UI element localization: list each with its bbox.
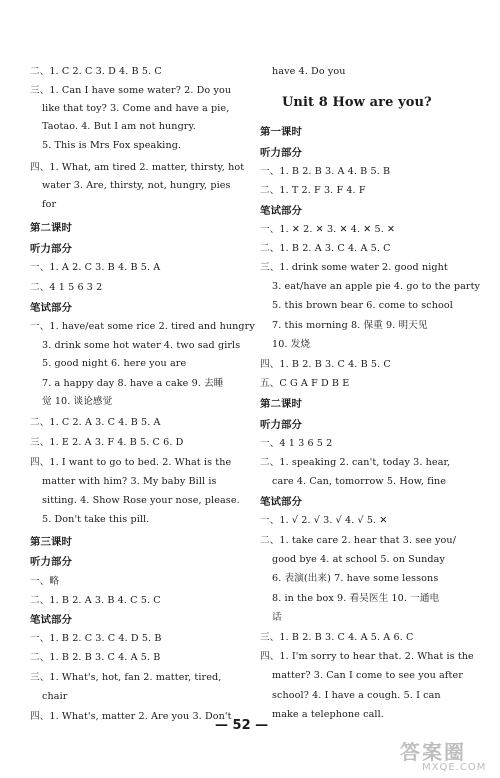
answer-line: 三、1. What's, hot, fan 2. matter, tired, <box>30 672 222 683</box>
section-heading: 听力部分 <box>30 243 72 255</box>
answer-line: like that toy? 3. Come and have a pie, <box>42 103 230 114</box>
section-heading: 笔试部分 <box>260 205 302 217</box>
answer-line: 四、1. What's, matter 2. Are you 3. Don't <box>30 711 232 722</box>
answer-line: 三、1. E 2. A 3. F 4. B 5. C 6. D <box>30 437 184 448</box>
answer-line: 5. This is Mrs Fox speaking. <box>42 140 182 151</box>
answer-line: 四、1. I want to go to bed. 2. What is the <box>30 457 232 468</box>
answer-line: have 4. Do you <box>272 66 346 77</box>
answer-line: 三、1. drink some water 2. good night <box>260 262 448 273</box>
answer-line: 觉 10. 谈论感觉 <box>42 396 113 407</box>
answer-line: 二、1. B 2. A 3. B 4. C 5. C <box>30 595 161 606</box>
answer-line: 三、1. B 2. B 3. C 4. A 5. A 6. C <box>260 632 414 643</box>
answer-line: 四、1. What, am tired 2. matter, thirsty, hot <box>30 162 245 173</box>
answer-line: 一、4 1 3 6 5 2 <box>260 438 333 449</box>
answer-line: 二、1. take care 2. hear that 3. see you/ <box>260 535 457 546</box>
answer-line: Taotao. 4. But I am not hungry. <box>42 121 196 132</box>
answer-line: 一、1. A 2. C 3. B 4. B 5. A <box>30 262 161 273</box>
answer-line: good bye 4. at school 5. on Sunday <box>272 554 445 565</box>
answer-line: 3. eat/have an apple pie 4. go to the party <box>272 281 481 292</box>
answer-line: 五、C G A F D B E <box>260 378 350 389</box>
section-heading: 听力部分 <box>260 419 302 431</box>
section-heading: 第二课时 <box>260 398 302 410</box>
section-heading: 第二课时 <box>30 222 72 234</box>
answer-line: 二、1. C 2. C 3. D 4. B 5. C <box>30 66 162 77</box>
watermark-text: 答案圈 <box>400 740 466 764</box>
page-number: — 52 — <box>215 718 269 733</box>
answer-line: sitting. 4. Show Rose your nose, please. <box>42 495 240 506</box>
section-heading: 第三课时 <box>30 536 72 548</box>
answer-line: 5. this brown bear 6. come to school <box>272 300 453 311</box>
answer-line: 一、1. B 2. C 3. C 4. D 5. B <box>30 633 162 644</box>
watermark-logo <box>400 736 496 776</box>
answer-line: for <box>42 199 57 210</box>
answer-line: 3. drink some hot water 4. two sad girls <box>42 340 241 351</box>
section-heading: 第一课时 <box>260 126 302 138</box>
section-heading: 笔试部分 <box>30 614 72 626</box>
answer-line: 二、4 1 5 6 3 2 <box>30 282 103 293</box>
answer-line: 二、1. C 2. A 3. C 4. B 5. A <box>30 417 161 428</box>
answer-line: 10. 发烧 <box>272 339 311 350</box>
answer-line: school? 4. I have a cough. 5. I can <box>272 690 441 701</box>
answer-line: 5. Don't take this pill. <box>42 514 150 525</box>
answer-line: 话 <box>272 612 282 623</box>
answer-line: chair <box>42 691 68 702</box>
answer-line: matter with him? 3. My baby Bill is <box>42 476 217 487</box>
answer-line: 一、略 <box>30 576 60 587</box>
answer-line: water 3. Are, thirsty, not, hungry, pies <box>42 180 231 191</box>
answer-line: 一、1. B 2. B 3. A 4. B 5. B <box>260 166 391 177</box>
answer-line: 二、1. T 2. F 3. F 4. F <box>260 185 366 196</box>
answer-line: care 4. Can, tomorrow 5. How, fine <box>272 476 447 487</box>
answer-line: 三、1. Can I have some water? 2. Do you <box>30 85 232 96</box>
answer-line: 7. a happy day 8. have a cake 9. 去睡 <box>42 378 224 389</box>
section-heading: 听力部分 <box>260 147 302 159</box>
answer-line: 一、1. ✕ 2. ✕ 3. ✕ 4. ✕ 5. ✕ <box>260 224 396 235</box>
section-heading: 笔试部分 <box>260 496 302 508</box>
answer-line: 7. this morning 8. 保重 9. 明天见 <box>272 320 428 331</box>
answer-line: 8. in the box 9. 看吴医生 10. 一通电 <box>272 593 440 604</box>
answer-line: 二、1. speaking 2. can't, today 3. hear, <box>260 457 451 468</box>
answer-line: 二、1. B 2. A 3. C 4. A 5. C <box>260 243 391 254</box>
section-heading: 听力部分 <box>30 556 72 568</box>
watermark-url: MXQE.COM <box>422 762 487 773</box>
answer-line: 一、1. √ 2. √ 3. √ 4. √ 5. ✕ <box>260 515 388 526</box>
unit-title: Unit 8 How are you? <box>282 95 432 110</box>
answer-line: make a telephone call. <box>272 709 384 720</box>
answer-line: matter? 3. Can I come to see you after <box>272 670 463 681</box>
answer-line: 5. good night 6. here you are <box>42 358 187 369</box>
answer-line: 一、1. have/eat some rice 2. tired and hungry <box>30 321 255 332</box>
answer-line: 二、1. B 2. B 3. C 4. A 5. B <box>30 652 161 663</box>
answer-line: 四、1. B 2. B 3. C 4. B 5. C <box>260 359 391 370</box>
section-heading: 笔试部分 <box>30 302 72 314</box>
answer-line: 四、1. I'm sorry to hear that. 2. What is the <box>260 651 474 662</box>
answer-line: 6. 表演(出来) 7. have some lessons <box>272 573 439 584</box>
